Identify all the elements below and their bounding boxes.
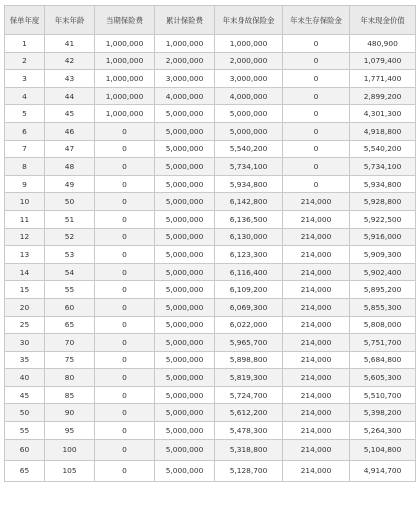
- header-age-at-year-end: 年末年龄: [45, 6, 95, 35]
- cell-cumulative-premium: 5,000,000: [155, 422, 215, 440]
- cell-age: 45: [45, 105, 95, 123]
- cell-survival-benefit: 214,000: [283, 228, 350, 246]
- cell-current-premium: 0: [95, 404, 155, 422]
- cell-survival-benefit: 0: [283, 105, 350, 123]
- cell-cumulative-premium: 5,000,000: [155, 193, 215, 211]
- cell-policy-year: 14: [5, 263, 45, 281]
- cell-death-benefit: 5,819,300: [215, 369, 283, 387]
- cell-age: 44: [45, 87, 95, 105]
- cell-age: 48: [45, 158, 95, 176]
- cell-current-premium: 0: [95, 158, 155, 176]
- cell-cash-value: 5,855,300: [350, 298, 416, 316]
- cell-cash-value: 5,902,400: [350, 263, 416, 281]
- cell-death-benefit: 5,000,000: [215, 105, 283, 123]
- cell-policy-year: 3: [5, 70, 45, 88]
- table-row: [5, 351, 416, 369]
- cell-cumulative-premium: 5,000,000: [155, 263, 215, 281]
- cell-policy-year: 30: [5, 334, 45, 352]
- cell-policy-year: 12: [5, 228, 45, 246]
- cell-cumulative-premium: 5,000,000: [155, 334, 215, 352]
- cell-current-premium: 0: [95, 334, 155, 352]
- cell-cash-value: 5,751,700: [350, 334, 416, 352]
- cell-survival-benefit: 214,000: [283, 298, 350, 316]
- cell-policy-year: 25: [5, 316, 45, 334]
- cell-survival-benefit: 214,000: [283, 334, 350, 352]
- header-policy-year: 保单年度: [5, 6, 45, 35]
- cell-death-benefit: 5,128,700: [215, 460, 283, 481]
- cell-cash-value: 4,918,800: [350, 122, 416, 140]
- cell-cash-value: 4,301,300: [350, 105, 416, 123]
- cell-cash-value: 5,922,500: [350, 210, 416, 228]
- cell-cash-value: 5,895,200: [350, 281, 416, 299]
- cell-age: 75: [45, 351, 95, 369]
- cell-death-benefit: 5,734,100: [215, 158, 283, 176]
- cell-cash-value: 5,808,000: [350, 316, 416, 334]
- cell-cash-value: 2,899,200: [350, 87, 416, 105]
- cell-current-premium: 0: [95, 460, 155, 481]
- cell-policy-year: 7: [5, 140, 45, 158]
- cell-cash-value: 5,398,200: [350, 404, 416, 422]
- cell-age: 52: [45, 228, 95, 246]
- cell-survival-benefit: 214,000: [283, 404, 350, 422]
- table-row: [5, 439, 416, 460]
- cell-cash-value: 5,684,800: [350, 351, 416, 369]
- cell-age: 53: [45, 246, 95, 264]
- cell-policy-year: 1: [5, 35, 45, 53]
- cell-policy-year: 13: [5, 246, 45, 264]
- cell-age: 90: [45, 404, 95, 422]
- cell-death-benefit: 6,130,000: [215, 228, 283, 246]
- cell-death-benefit: 5,540,200: [215, 140, 283, 158]
- cell-age: 55: [45, 281, 95, 299]
- cell-current-premium: 0: [95, 422, 155, 440]
- table-row: [5, 228, 416, 246]
- table-row: [5, 460, 416, 481]
- table-row: [5, 334, 416, 352]
- cell-cumulative-premium: 5,000,000: [155, 210, 215, 228]
- table-row: [5, 404, 416, 422]
- cell-policy-year: 5: [5, 105, 45, 123]
- cell-current-premium: 1,000,000: [95, 35, 155, 53]
- table-row: [5, 422, 416, 440]
- table-body: [5, 35, 416, 482]
- cell-age: 80: [45, 369, 95, 387]
- cell-current-premium: 0: [95, 281, 155, 299]
- cell-cash-value: 5,734,100: [350, 158, 416, 176]
- cell-death-benefit: 5,000,000: [215, 122, 283, 140]
- cell-survival-benefit: 214,000: [283, 422, 350, 440]
- cell-survival-benefit: 0: [283, 158, 350, 176]
- cell-age: 42: [45, 52, 95, 70]
- cell-survival-benefit: 214,000: [283, 351, 350, 369]
- cell-policy-year: 9: [5, 175, 45, 193]
- cell-cash-value: 5,928,800: [350, 193, 416, 211]
- cell-cumulative-premium: 5,000,000: [155, 105, 215, 123]
- cell-current-premium: 0: [95, 298, 155, 316]
- cell-current-premium: 0: [95, 246, 155, 264]
- cell-death-benefit: 6,116,400: [215, 263, 283, 281]
- cell-current-premium: 0: [95, 228, 155, 246]
- cell-current-premium: 0: [95, 351, 155, 369]
- cell-cash-value: 5,934,800: [350, 175, 416, 193]
- cell-current-premium: 0: [95, 263, 155, 281]
- cell-policy-year: 8: [5, 158, 45, 176]
- cell-death-benefit: 5,724,700: [215, 386, 283, 404]
- cell-cumulative-premium: 2,000,000: [155, 52, 215, 70]
- cell-policy-year: 50: [5, 404, 45, 422]
- cell-age: 51: [45, 210, 95, 228]
- cell-age: 65: [45, 316, 95, 334]
- cell-death-benefit: 5,934,800: [215, 175, 283, 193]
- benefit-illustration-table: [4, 5, 416, 482]
- header-survival-benefit: 年末生存保险金: [283, 6, 350, 35]
- cell-current-premium: 0: [95, 140, 155, 158]
- cell-policy-year: 20: [5, 298, 45, 316]
- cell-cash-value: 5,605,300: [350, 369, 416, 387]
- cell-policy-year: 10: [5, 193, 45, 211]
- cell-current-premium: 0: [95, 175, 155, 193]
- table-row: [5, 140, 416, 158]
- cell-cumulative-premium: 5,000,000: [155, 439, 215, 460]
- cell-cumulative-premium: 5,000,000: [155, 246, 215, 264]
- cell-survival-benefit: 214,000: [283, 460, 350, 481]
- cell-cumulative-premium: 3,000,000: [155, 70, 215, 88]
- cell-cash-value: 5,510,700: [350, 386, 416, 404]
- cell-age: 47: [45, 140, 95, 158]
- cell-death-benefit: 2,000,000: [215, 52, 283, 70]
- cell-current-premium: 0: [95, 316, 155, 334]
- table-row: [5, 298, 416, 316]
- cell-policy-year: 15: [5, 281, 45, 299]
- cell-cash-value: 1,079,400: [350, 52, 416, 70]
- cell-survival-benefit: 0: [283, 175, 350, 193]
- cell-cash-value: 480,900: [350, 35, 416, 53]
- table-row: [5, 175, 416, 193]
- benefit-table-container: [4, 5, 415, 482]
- cell-policy-year: 35: [5, 351, 45, 369]
- cell-death-benefit: 5,898,800: [215, 351, 283, 369]
- cell-age: 60: [45, 298, 95, 316]
- cell-policy-year: 4: [5, 87, 45, 105]
- cell-age: 49: [45, 175, 95, 193]
- header-cash-value: 年末现金价值: [350, 6, 416, 35]
- cell-current-premium: 0: [95, 369, 155, 387]
- cell-death-benefit: 6,123,300: [215, 246, 283, 264]
- table-row: [5, 369, 416, 387]
- cell-current-premium: 0: [95, 193, 155, 211]
- table-row: [5, 281, 416, 299]
- cell-cash-value: 1,771,400: [350, 70, 416, 88]
- table-row: [5, 316, 416, 334]
- cell-policy-year: 40: [5, 369, 45, 387]
- cell-survival-benefit: 0: [283, 140, 350, 158]
- cell-cash-value: 4,914,700: [350, 460, 416, 481]
- cell-cash-value: 5,909,300: [350, 246, 416, 264]
- cell-death-benefit: 5,318,800: [215, 439, 283, 460]
- table-row: [5, 87, 416, 105]
- cell-policy-year: 55: [5, 422, 45, 440]
- cell-survival-benefit: 214,000: [283, 316, 350, 334]
- cell-cash-value: 5,540,200: [350, 140, 416, 158]
- cell-age: 54: [45, 263, 95, 281]
- cell-cumulative-premium: 5,000,000: [155, 281, 215, 299]
- cell-cumulative-premium: 5,000,000: [155, 298, 215, 316]
- cell-current-premium: 0: [95, 210, 155, 228]
- cell-age: 43: [45, 70, 95, 88]
- cell-survival-benefit: 214,000: [283, 439, 350, 460]
- cell-age: 41: [45, 35, 95, 53]
- table-row: [5, 122, 416, 140]
- cell-cumulative-premium: 5,000,000: [155, 369, 215, 387]
- cell-survival-benefit: 0: [283, 52, 350, 70]
- header-current-premium: 当期保险费: [95, 6, 155, 35]
- cell-age: 85: [45, 386, 95, 404]
- cell-policy-year: 65: [5, 460, 45, 481]
- cell-survival-benefit: 214,000: [283, 386, 350, 404]
- cell-current-premium: 1,000,000: [95, 52, 155, 70]
- cell-death-benefit: 1,000,000: [215, 35, 283, 53]
- cell-survival-benefit: 0: [283, 87, 350, 105]
- cell-survival-benefit: 214,000: [283, 210, 350, 228]
- cell-death-benefit: 3,000,000: [215, 70, 283, 88]
- table-row: [5, 70, 416, 88]
- table-row: [5, 263, 416, 281]
- cell-cash-value: 5,916,000: [350, 228, 416, 246]
- cell-survival-benefit: 214,000: [283, 281, 350, 299]
- cell-policy-year: 6: [5, 122, 45, 140]
- cell-cumulative-premium: 5,000,000: [155, 140, 215, 158]
- cell-policy-year: 11: [5, 210, 45, 228]
- table-row: [5, 35, 416, 53]
- cell-age: 100: [45, 439, 95, 460]
- cell-survival-benefit: 214,000: [283, 193, 350, 211]
- cell-cumulative-premium: 5,000,000: [155, 351, 215, 369]
- cell-cumulative-premium: 5,000,000: [155, 386, 215, 404]
- cell-cumulative-premium: 4,000,000: [155, 87, 215, 105]
- cell-death-benefit: 5,612,200: [215, 404, 283, 422]
- cell-death-benefit: 5,965,700: [215, 334, 283, 352]
- cell-age: 70: [45, 334, 95, 352]
- table-header-row: [5, 6, 416, 35]
- table-row: [5, 386, 416, 404]
- cell-age: 105: [45, 460, 95, 481]
- cell-cash-value: 5,264,300: [350, 422, 416, 440]
- table-row: [5, 246, 416, 264]
- cell-death-benefit: 4,000,000: [215, 87, 283, 105]
- cell-survival-benefit: 0: [283, 122, 350, 140]
- cell-death-benefit: 6,109,200: [215, 281, 283, 299]
- cell-policy-year: 60: [5, 439, 45, 460]
- cell-current-premium: 0: [95, 122, 155, 140]
- header-death-benefit: 年末身故保险金: [215, 6, 283, 35]
- cell-age: 50: [45, 193, 95, 211]
- cell-survival-benefit: 0: [283, 35, 350, 53]
- cell-death-benefit: 6,069,300: [215, 298, 283, 316]
- cell-survival-benefit: 0: [283, 70, 350, 88]
- table-row: [5, 193, 416, 211]
- table-row: [5, 210, 416, 228]
- table-row: [5, 105, 416, 123]
- cell-cash-value: 5,104,800: [350, 439, 416, 460]
- cell-survival-benefit: 214,000: [283, 263, 350, 281]
- cell-death-benefit: 6,136,500: [215, 210, 283, 228]
- cell-survival-benefit: 214,000: [283, 246, 350, 264]
- cell-age: 95: [45, 422, 95, 440]
- cell-current-premium: 0: [95, 386, 155, 404]
- cell-cumulative-premium: 5,000,000: [155, 316, 215, 334]
- cell-cumulative-premium: 5,000,000: [155, 158, 215, 176]
- cell-cumulative-premium: 1,000,000: [155, 35, 215, 53]
- header-cumulative-premium: 累计保险费: [155, 6, 215, 35]
- cell-current-premium: 1,000,000: [95, 87, 155, 105]
- cell-policy-year: 2: [5, 52, 45, 70]
- cell-current-premium: 1,000,000: [95, 105, 155, 123]
- cell-survival-benefit: 214,000: [283, 369, 350, 387]
- cell-death-benefit: 5,478,300: [215, 422, 283, 440]
- cell-cumulative-premium: 5,000,000: [155, 122, 215, 140]
- cell-cumulative-premium: 5,000,000: [155, 228, 215, 246]
- cell-age: 46: [45, 122, 95, 140]
- table-row: [5, 52, 416, 70]
- cell-death-benefit: 6,142,800: [215, 193, 283, 211]
- cell-death-benefit: 6,022,000: [215, 316, 283, 334]
- table-row: [5, 158, 416, 176]
- cell-current-premium: 1,000,000: [95, 70, 155, 88]
- cell-cumulative-premium: 5,000,000: [155, 175, 215, 193]
- cell-policy-year: 45: [5, 386, 45, 404]
- cell-cumulative-premium: 5,000,000: [155, 460, 215, 481]
- cell-current-premium: 0: [95, 439, 155, 460]
- cell-cumulative-premium: 5,000,000: [155, 404, 215, 422]
